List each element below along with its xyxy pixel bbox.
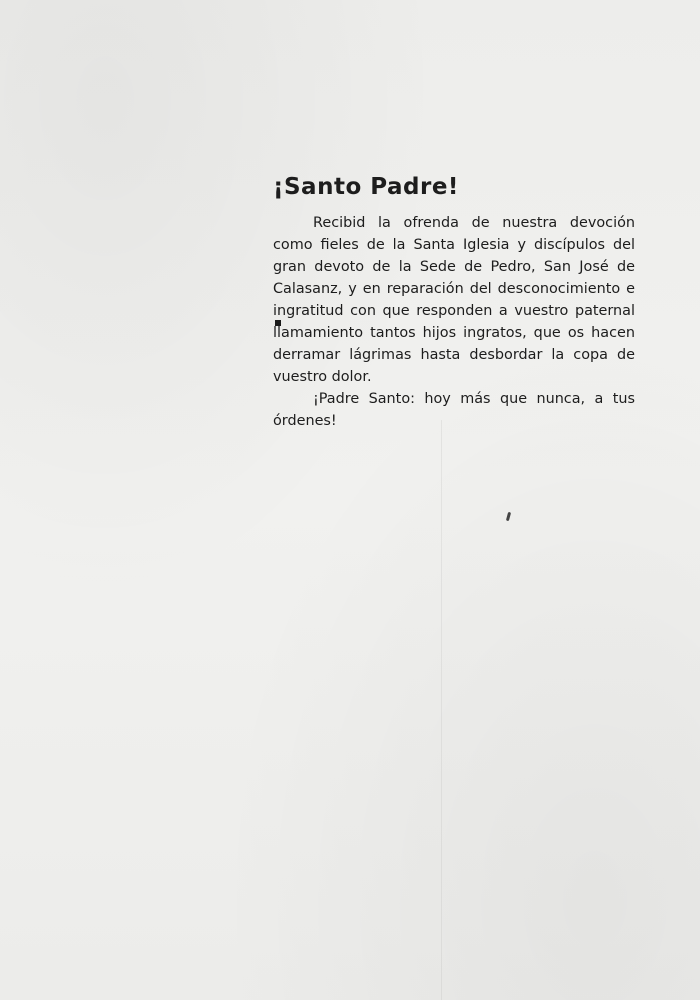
paper-fold-line <box>441 420 442 1000</box>
text-block <box>273 170 635 432</box>
paragraph-offering: Recibid la ofrenda de nuestra devoción como fieles de la Santa Iglesia y discípulos del gran devoto de la Sede de Pedro, San José de Calasanz, y en reparación del desconocimiento e ingratitud con que responden a vuestro paternal llamamiento tantos hijos ingratos, que os hacen derramar lágrimas hasta desbordar la copa de vuestro dolor. <box>273 215 635 385</box>
paragraph-closing: ¡Padre Santo: hoy más que nunca, a tus órdenes! <box>273 391 635 429</box>
ink-speck <box>506 512 511 521</box>
page-title: ¡Santo Padre! <box>273 174 459 200</box>
